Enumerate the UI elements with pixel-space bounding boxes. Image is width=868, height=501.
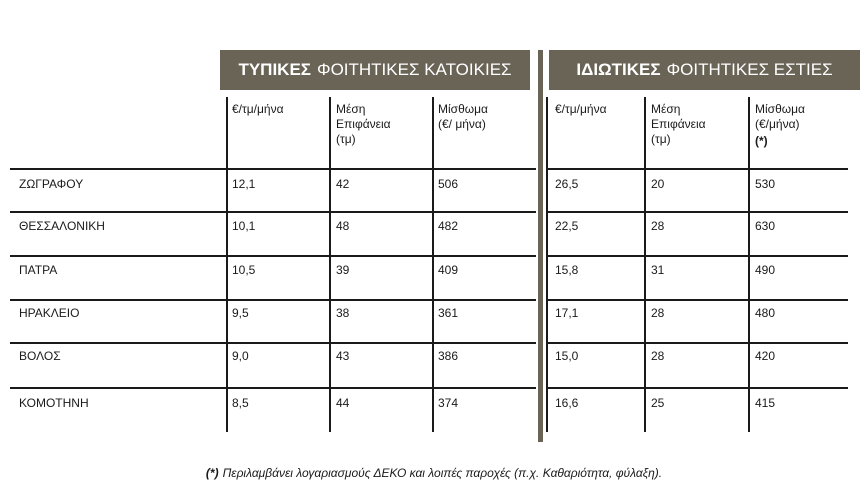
table-cell: 38: [336, 306, 350, 320]
row-city: ΖΩΓΡΑΦΟΥ: [19, 177, 84, 191]
column-header: Μίσθωμα (€/μήνα): [755, 102, 805, 131]
table-cell: 630: [755, 219, 776, 233]
table-cell: 409: [438, 263, 459, 277]
table-cell: 506: [438, 177, 459, 191]
row-line: [546, 211, 848, 213]
table-cell: 16,6: [555, 396, 579, 410]
column-line: [329, 97, 331, 432]
row-line: [546, 255, 848, 257]
column-header: Μέση Επιφάνεια (τμ): [651, 102, 706, 146]
column-line: [644, 97, 646, 432]
table-cell: 20: [651, 177, 665, 191]
row-line: [10, 211, 536, 213]
table-cell: 26,5: [555, 177, 579, 191]
group-header-typical: [220, 50, 530, 90]
row-line: [546, 299, 848, 301]
table-cell: 9,5: [232, 306, 249, 320]
column-header: €/τμ/μήνα: [232, 102, 284, 116]
table-cell: 386: [438, 349, 459, 363]
table-cell: 31: [651, 263, 665, 277]
group-separator: [538, 50, 543, 442]
row-city: ΘΕΣΣΑΛΟΝΙΚΗ: [19, 219, 105, 233]
table-cell: 490: [755, 263, 776, 277]
footnote: [0, 466, 868, 480]
table-cell: 39: [336, 263, 350, 277]
column-header-mark: (*): [755, 134, 768, 148]
table-cell: 15,0: [555, 349, 579, 363]
column-line: [432, 97, 434, 432]
table-cell: 12,1: [232, 177, 256, 191]
table-cell: 482: [438, 219, 459, 233]
table-cell: 361: [438, 306, 459, 320]
table-cell: 44: [336, 396, 350, 410]
row-line: [546, 387, 848, 389]
row-line: [10, 255, 536, 257]
table-cell: 22,5: [555, 219, 579, 233]
row-city: ΠΑΤΡΑ: [19, 263, 58, 277]
group-header-private-rest: ΦΟΙΤΗΤΙΚΕΣ ΕΣΤΙΕΣ: [666, 60, 833, 79]
table-cell: 15,8: [555, 263, 579, 277]
row-line: [10, 342, 536, 344]
table-cell: 374: [438, 396, 459, 410]
table-cell: 8,5: [232, 396, 249, 410]
table-cell: 28: [651, 306, 665, 320]
column-line: [748, 97, 750, 432]
table-cell: 28: [651, 349, 665, 363]
column-line: [546, 97, 548, 432]
table-cell: 43: [336, 349, 350, 363]
row-city: ΗΡΑΚΛΕΙΟ: [19, 306, 80, 320]
table-cell: 28: [651, 219, 665, 233]
footnote-mark: (*): [205, 466, 219, 480]
table-cell: 530: [755, 177, 776, 191]
row-city: ΚΟΜΟΤΗΝΗ: [19, 396, 89, 410]
group-header-private-bold: ΙΔΙΩΤΙΚΕΣ: [576, 60, 661, 79]
table-cell: 415: [755, 396, 776, 410]
column-header: €/τμ/μήνα: [555, 102, 607, 116]
group-header-typical-rest: ΦΟΙΤΗΤΙΚΕΣ ΚΑΤΟΙΚΙΕΣ: [317, 60, 512, 79]
table-cell: 480: [755, 306, 776, 320]
column-header: Μέση Επιφάνεια (τμ): [336, 102, 391, 146]
row-line: [546, 168, 848, 170]
row-city: ΒΟΛΟΣ: [19, 349, 61, 363]
table-cell: 10,1: [232, 219, 256, 233]
row-line: [10, 299, 536, 301]
table-cell: 48: [336, 219, 350, 233]
row-line: [10, 387, 536, 389]
row-line: [10, 168, 536, 170]
footnote-text: Περιλαμβάνει λογαριασμούς ΔΕΚΟ και λοιπές παροχές (π.χ. Καθαριότητα, φύλαξη).: [222, 466, 663, 480]
table-cell: 17,1: [555, 306, 579, 320]
group-header-private: [549, 50, 860, 90]
table-cell: 42: [336, 177, 350, 191]
row-line: [546, 342, 848, 344]
column-header: Μίσθωμα (€/ μήνα): [438, 102, 488, 131]
table-cell: 9,0: [232, 349, 249, 363]
table-cell: 25: [651, 396, 665, 410]
table-cell: 420: [755, 349, 776, 363]
column-line: [226, 97, 228, 432]
table-cell: 10,5: [232, 263, 256, 277]
group-header-typical-bold: ΤΥΠΙΚΕΣ: [238, 60, 311, 79]
